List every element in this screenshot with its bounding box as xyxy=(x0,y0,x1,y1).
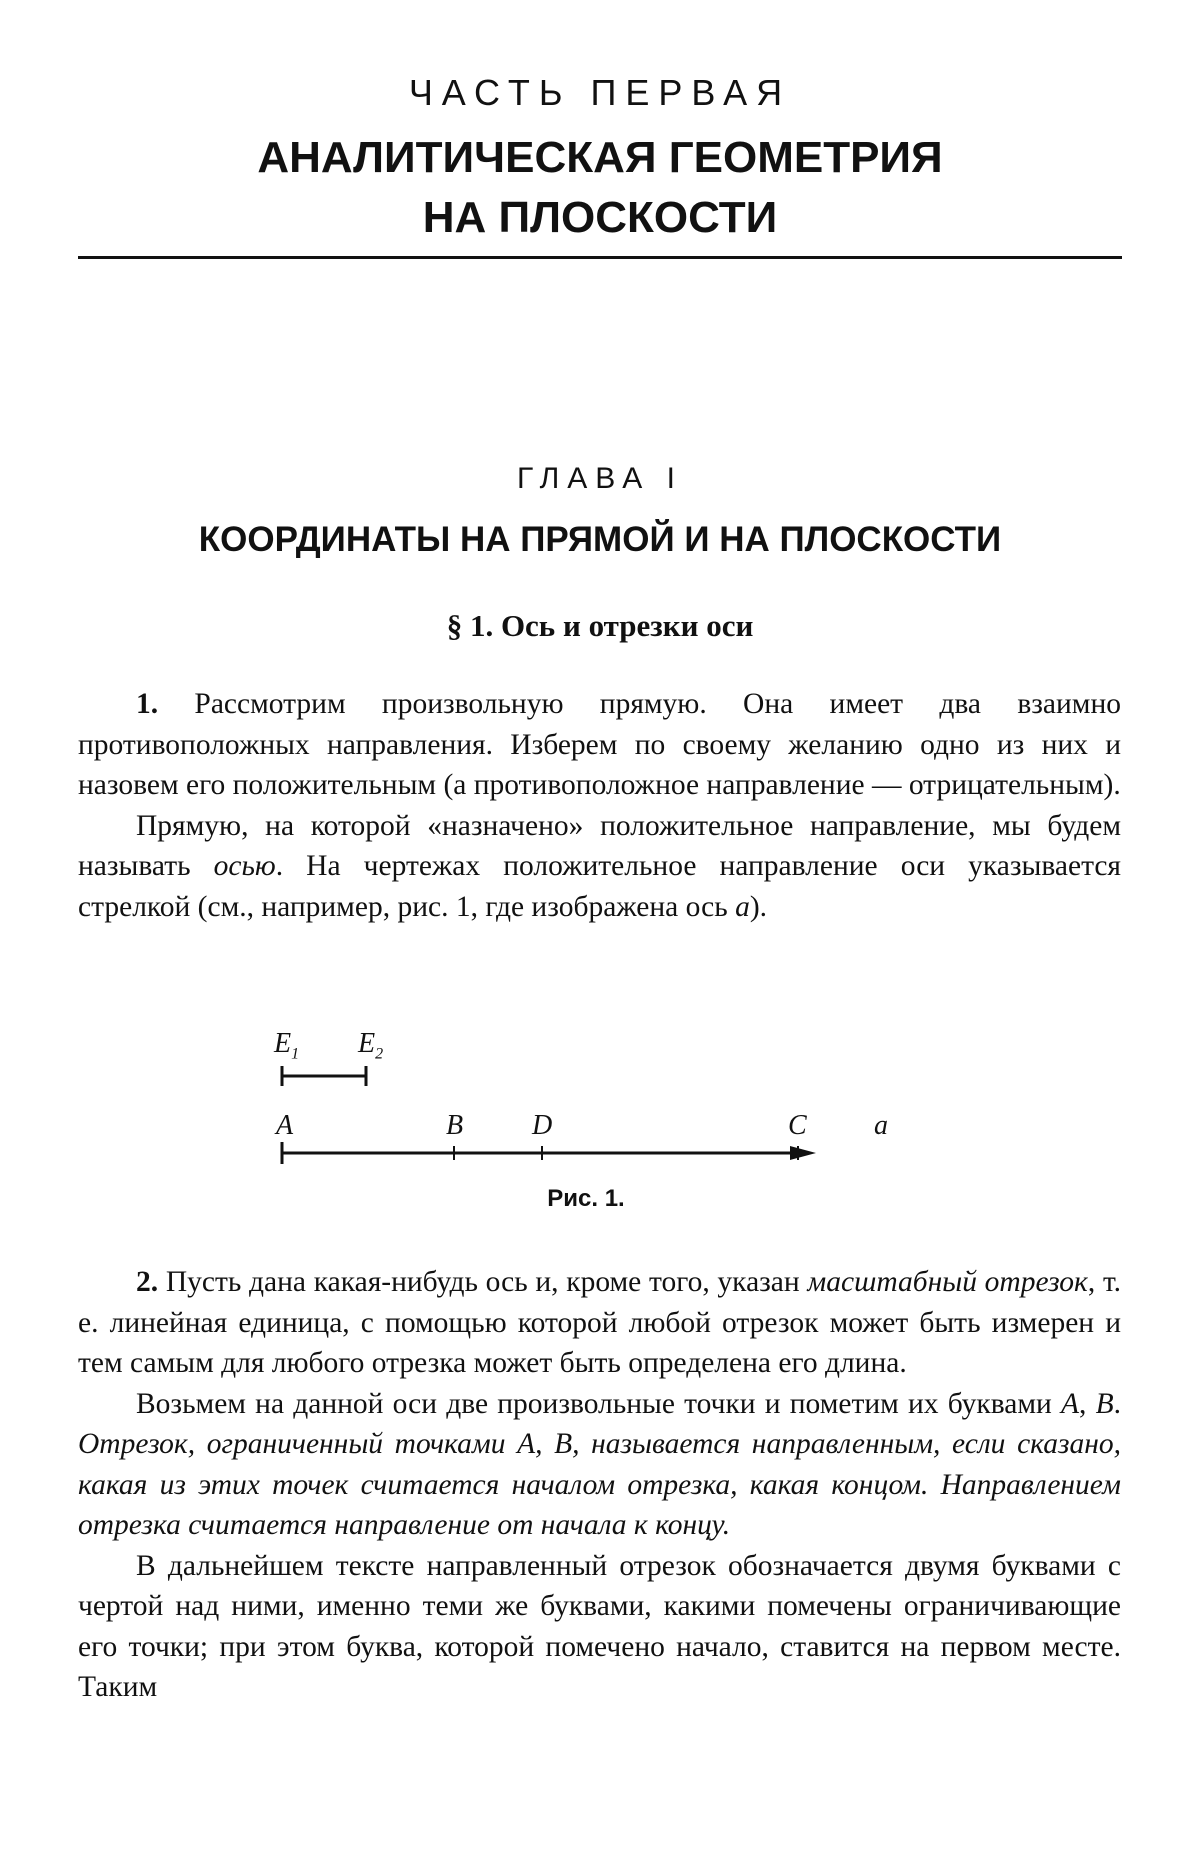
chapter-title: КООРДИНАТЫ НА ПРЯМОЙ И НА ПЛОСКОСТИ xyxy=(198,520,1002,559)
text-block-2 xyxy=(78,1262,1121,1708)
part-title-line-1: АНАЛИТИЧЕСКАЯ ГЕОМЕТРИЯ xyxy=(257,133,943,182)
label-e2-letter: E xyxy=(358,1028,376,1059)
paragraph-text: Прямую, на которой «назначено» положительное направление, мы будем называть xyxy=(78,809,1121,882)
label-c: C xyxy=(788,1110,807,1141)
point-symbol: B xyxy=(1095,1387,1114,1420)
definition-emphasis: Отрезок, ограниченный точками A, B, называется направленным, если сказано, какая из этих точек считается началом отрезка, какая концом. Направлением отрезка считается направление от начала к концу. xyxy=(78,1428,1121,1541)
emphasis: масштабный отрезок xyxy=(807,1266,1088,1298)
paragraph-text: Рассмотрим произвольную прямую. Она имеет два взаимно противоположных направления. Изберем по своему желанию одно из них и назовем его положительным (а противоположное направление — отрицательным). xyxy=(78,688,1121,801)
paragraph-text: . xyxy=(1113,1387,1122,1420)
paragraph-text: , xyxy=(1079,1387,1096,1420)
paragraph-text: Возьмем на данной оси две произвольные точки и пометим их буквами xyxy=(136,1387,1061,1420)
paragraph-text: Пусть дана какая-нибудь ось и, кроме того, указан xyxy=(158,1266,808,1298)
paragraph-text: . На чертежах положительное направление оси указывается стрелкой (см., например, рис. 1, где изображена ось xyxy=(78,850,1121,923)
section-title: § 1. Ось и отрезки оси xyxy=(446,608,754,643)
part-title xyxy=(0,128,1200,248)
label-e1-letter: E xyxy=(274,1028,292,1059)
label-e1-sub: 1 xyxy=(291,1045,300,1063)
part-label: ЧАСТЬ ПЕРВАЯ xyxy=(408,72,792,113)
label-b: B xyxy=(446,1110,464,1141)
chapter-label: ГЛАВА I xyxy=(517,462,683,495)
paragraph-5: В дальнейшем тексте направленный отрезок обозначается двумя буквами с чертой над ними, именно теми же буквами, какими помечены ограничивающие его точки; при этом буква, которой помечено начало, ставится на первом месте. Таким xyxy=(78,1549,1121,1703)
text-block-1 xyxy=(78,684,1121,927)
axis-arrow-icon xyxy=(790,1146,816,1160)
paragraph-text: , т. е. линейная единица, с помощью которой любой отрезок может быть измерен и тем самым для любого отрезка может быть определена его длина. xyxy=(78,1266,1121,1379)
paragraph-3 xyxy=(78,1262,1121,1384)
label-d: D xyxy=(532,1110,553,1141)
paragraph-number: 2. xyxy=(136,1266,159,1298)
label-e2-sub: 2 xyxy=(375,1045,384,1063)
paragraph-4 xyxy=(78,1384,1121,1546)
figure-caption: Рис. 1. xyxy=(547,1185,625,1212)
label-a: A xyxy=(276,1110,294,1141)
emphasis: осью xyxy=(213,850,276,882)
point-symbol: A xyxy=(1061,1387,1080,1420)
label-e2 xyxy=(358,1028,383,1064)
paragraph-1 xyxy=(78,684,1121,806)
paragraph-number: 1. xyxy=(136,688,159,720)
axis-symbol: a xyxy=(735,890,750,923)
part-title-line-2: НА ПЛОСКОСТИ xyxy=(422,193,778,242)
header-rule xyxy=(78,256,1122,259)
paragraph-text: ). xyxy=(749,890,768,923)
paragraph-2 xyxy=(78,806,1121,928)
label-e1 xyxy=(274,1028,299,1064)
label-axis-a: a xyxy=(874,1110,888,1141)
